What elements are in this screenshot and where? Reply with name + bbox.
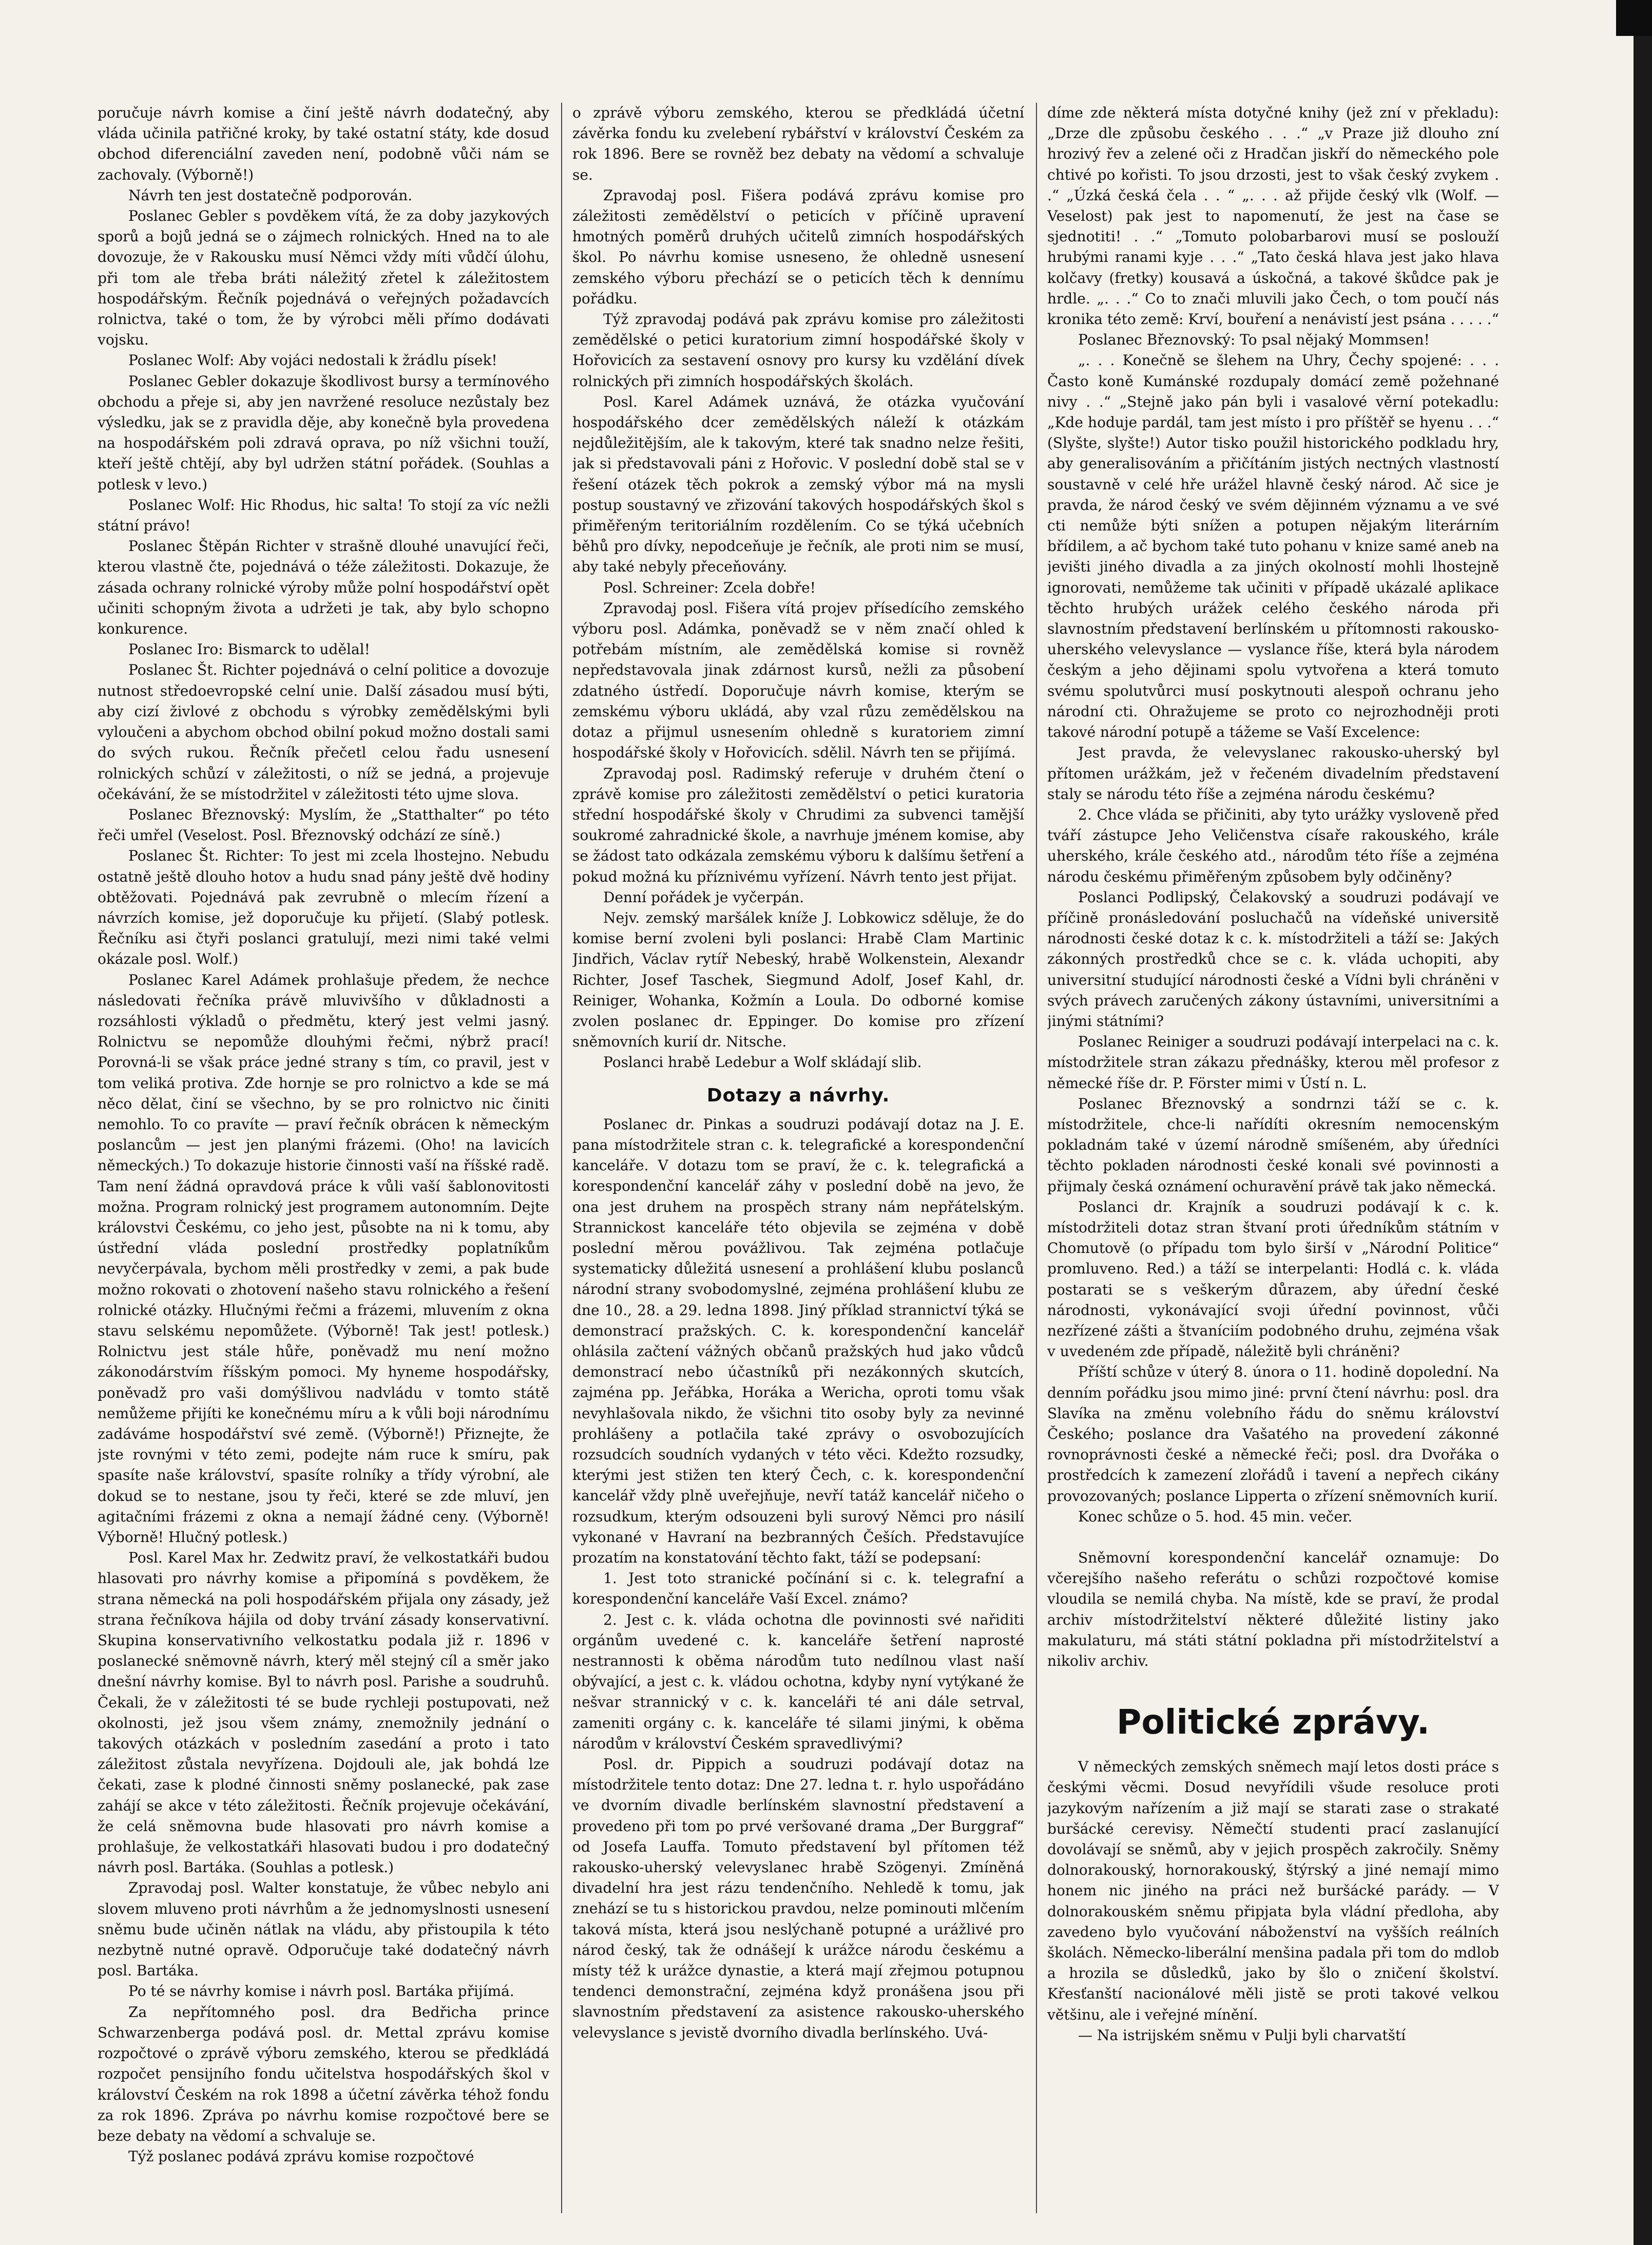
- paragraph: „. . . Konečně se šlehem na Uhry, Čechy spojené: . . . Často koně Kumánské rozdupaly domácí země požehnané nivy . .“ „Stejně jako pán byli i vasalové věrní potekadlu: „Kde hoduje pardál, tam jest místo i pro příštěř se hyenu . . .“ (Slyšte, slyšte!) Autor tisko použil historického podkladu hry, aby generalisováním a přičítáním jistých nectných vlastností soustavně v celé hře urážel hlavně český národ. Ač sice je pravda, že národ český ve svém dějinném významu a ve své cti nemůže býti snížen a potupen nějakým literárním břídilem, a ač bychom také tuto pohanu v knize samé aneb na jevišti jiného divadla a za jiných okolností mohli lhostejně ignorovati, nemůžeme tak učiniti v případě ukázalé aplikace těchto hrubých urážek celého českého národa při slavnostním představení berlínském u přítomnosti rakousko-uherského velevyslance — vyslance říše, která byla národem českým a jeho dějinami spolu vytvořena a která tomuto svému spolutvůrci musí poskytnouti alespoň ochranu jeho národní cti. Ohražujeme se proto co nejrozhodněji proti takové národní potupě a tážeme se Vaší Excelence:: [1047, 352, 1499, 741]
- paragraph: o zprávě výboru zemského, kterou se předkládá účetní závěrka fondu ku zvelebení rybářství v království Českém za rok 1896. Bere se rovněž bez debaty na vědomí a schvaluje se.: [572, 104, 1024, 183]
- paragraph: díme zde některá místa dotyčné knihy (jež zní v překladu): „Drze dle způsobu českého . . .“ „v Praze již dlouho zní hrozivý řev a zelené oči z Hradčan jiskří do německého pole chtivé po kořisti. To jsou drzosti, jest to však český zvykem . .“ „Úzká česká čela . . “ „. . . až přijde český vlk (Wolf. — Veselost) pak jest to napomenutí, že jest na čase se sjednotiti! . .“ „Tomuto polobarbarovi musí se poslouží hrubými ranami kyje . . .“ „Tato česká hlava jest jako hlava kolčavy (fretky) kousavá a úskočná, a takové škůdce pak je hrdle. „. . .“ Co to znači mluvili jako Čech, o tom poučí nás kronika této země: Krví, bouření a nenávistí jest psána . . . . .“: [1047, 104, 1499, 328]
- paragraph: Poslanec dr. Pinkas a soudruzi podávají dotaz na J. E. pana místodržitele stran c. k. telegrafické a korespondenční kanceláře. V dotazu tom se praví, že c. k. telegrafická a korespondenční kancelář záhy v poslední době na jevo, že ona jest druhem na prospěch strany nám nepřátelským. Strannickost kanceláře této objevila se zejména v době poslední měrou povážlivou. Tak zejména potlačuje systematicky důležitá usnesení a prohlášení klubu poslanců národní strany svobodomyslné, zejména prohlášení klubu ze dne 10., 28. a 29. ledna 1898. Jiný příklad strannictví týká se demonstrací pražských. C. k. korespondenční kancelář ohlásila začtení vážných občanů pražských hud jako vůdců demonstrací nebo účastníků při nezákonných skutcích, zajména pp. Jeřábka, Horáka a Wericha, oproti tomu však nevyhlašovala nikdo, že všichni tito osoby byly za nevinné prohlášeny a potlačila také zprávy o osvobozujících rozsudcích soudních vydaných v této věci. Kdežto rozsudky, kterými jest stižen ten který Čech, c. k. korespondenční kancelář vždy plně uveřejňuje, nevří tatáž kancelář ničeho o rozsudkum, kterým odsouzeni byli surový Němci pro násilí vykonané v Havraní na bezbranných Češích. Představujíce prozatím na konstatování těchto fakt, táží se podepsaní:: [572, 1115, 1024, 1567]
- paragraph: Poslanec Gebler s povděkem vítá, že za doby jazykových sporů a bojů jedná se o zájmech rolnických. Hned na to ale dovozuje, že v Rakousku musí Němci vždy míti vůdčí úlohu, při tom ale třeba bráti náležitý zřetel k záležitostem hospodářským. Řečník pojednává o veřejných požadavcích rolnictva, také o tom, že by výrobci měli přímo dodávati vojsku.: [98, 207, 549, 349]
- paragraph: Poslanec Karel Adámek prohlašuje předem, že nechce následovati řečníka právě mluvivšího v důkladnosti a rozsáhlosti výkladů o předmětu, který jest velmi jasný. Rolnictvu se nepomůže dlouhými řečmi, nýbrž prací! Porovná-li se však práce jedné strany s tím, co pravil, jest v tom veliká protiva. Zde hornje se pro rolnictvo a kde se má něco dělat, činí se všechno, by se pro rolnictvo nic činiti nemohlo. To co pravíte — praví řečník obrácen k německým poslancům — jest jen planými frázemi. (Oho! na lavicích německých.) To dokazuje historie činnosti vaší na říšské radě. Tam není žádná opravdová práce k vůli vaší šablonovitosti možna. Program rolnický jest programem autonomním. Dejte královstvi Českému, co jeho jest, působte na ni k tomu, aby ústřední vláda poslední prostředky poplatníkům nevyčerpávala, bychom měli prostředky v zemi, a pak bude možno rokovati o zhotovení našeho stavu rolnického a řešení rolnické otázky. Hlučnými řečmi a frázemi, mluvením z okna stavu selskému nepomůžete. (Výborně! Tak jest! potlesk.) Rolnictvu jest stále hůře, poněvadž mu není možno zákonodárstvím říšským pomoci. My hyneme hospodářsky, poněvadž pro vaši domýšlivou nadvládu v tomto státě nemůžeme přijíti ke konečnému míru a k vůli boji národnímu zadáváme hospodářství své země. (Výborně!) Přiznejte, že jste rovnými v této zemi, podejte nám ruce k smíru, pak spasíte naše království, spasíte rolníky a třídy výrobní, ale dokud se to nestane, jsou ty řeči, které se zde mluví, jen agitačními frázemi z okna a nemají žádné ceny. (Výborně! Výborně! Hlučný potlesk.): [98, 971, 549, 1546]
- paragraph: Poslanci Podlipský, Čelakovský a soudruzi podávají ve příčině pronásledování posluchačů na vídeňské universitě národnosti české dotaz k c. k. místodržiteli a táží se: Jakých zákonných prostředků chce se c. k. vláda uchopiti, aby universitní studující národnosti české a Vídni byli chráněni v svých právech zaručených zákony ústavními, universitními a jinými státními?: [1047, 888, 1499, 1030]
- paragraph: 2. Chce vláda se přičiniti, aby tyto urážky vysloveně před tváří zástupce Jeho Veličenstva císaře rakouského, krále uherského, krále českého atd., národům této říše a zejména národu českému přiměřeným způsobem byly odčiněny?: [1047, 806, 1499, 885]
- column-rule: [1036, 103, 1037, 2213]
- paragraph: Zpravodaj posl. Fišera vítá projev přísedícího zemského výboru posl. Adámka, poněvadž se v něm značí ohled k potřebám místním, ale zemědělská komise si rovněž nepředstavovala jinak zdárnost kursů, nežli za působení zdatného ústředí. Doporučuje návrh komise, kterým se zemskému výboru ukládá, aby vzal růzu zemědělskou na dotaz a přijmul usnesením ohledně s kuratoriem zimní hospodářské školy v Hořovicích. sdělil. Návrh ten se přijímá.: [572, 599, 1024, 762]
- paragraph: Poslanci dr. Krajník a soudruzi podávají k c. k. místodržiteli dotaz stran štvaní proti úředníkům státním v Chomutově (o případu tom bylo širší v „Národní Politice“ promluveno. Red.) a táží se interpelanti: Hodlá c. k. vláda postarati se s veškerým důrazem, aby úřední české národnosti, vykonávající svoji úřední povinnost, vůči nezřízené zášti a štvaníciím podobného druhu, zejména však v uvedeném zde případě, náležitě byli chráněni?: [1047, 1198, 1499, 1360]
- paragraph: Nejv. zemský maršálek kníže J. Lobkowicz sděluje, že do komise berní zvoleni byli poslanci: Hrabě Clam Martinic Jindřich, Václav rytíř Nebeský, hrabě Wolkenstein, Alexandr Richter, Josef Taschek, Siegmund Adolf, Josef Kahl, dr. Reiniger, Wohanka, Kožmín a Loula. Do odborné komise zvolen poslanec dr. Eppinger. Do komise pro zřízení sněmovních kurií dr. Nitsche.: [572, 909, 1024, 1051]
- paragraph: V německých zemských sněmech mají letos dosti práce s českými věcmi. Dosud nevyřídili všude resoluce proti jazykovým nařízením a již mají se starati zase o strakaté buršácké cerevisy. Němečtí studenti prací zaslanující dovolávají se sněmů, aby v jejich prospěch zakročily. Sněmy dolnorakouský, hornorakouský, štýrský a jiné nemají mimo honem nic jiného na práci než buršácké parády. — V dolnorakouském sněmu připjata byla vládní předloha, aby zavedeno bylo vyučování náboženství na vyšších reálních školách. Německo-liberální menšina padala při tom do mdlob a hrozila se důsledků, jako by šlo o zničení školství. Křesťanští nacionálové měli jistě se proti takové velkou většinu, ale i veřejné mínění.: [1047, 1758, 1499, 2023]
- paragraph: Poslanec Březnovský a sondrnzi táží se c. k. místodržitele, chce-li nařídíti okresním nemocenským pokladnám také v území národně smíšeném, aby úředníci těchto pokladen národnosti české konali své povinnosti a přijmaly česká oznámení ochuravění právě tak jako německá.: [1047, 1095, 1499, 1195]
- paragraph: Konec schůze o 5. hod. 45 min. večer.: [1078, 1508, 1353, 1525]
- paragraph: Po té se návrhy komise i návrh posl. Bartáka přijímá.: [128, 1983, 514, 2000]
- paragraph: Týž poslanec podává zprávu komise rozpočtové: [128, 2148, 474, 2165]
- paragraph: Zpravodaj posl. Radimský referuje v druhém čtení o zprávě komise pro záležitosti zemědělství o petici kuratoria střední hospodářské školy v Chrudimi za subvenci tamější soukromé zahradnické škole, a navrhuje jménem komise, aby se žádost tato odkázala zemskému výboru k dalšímu šetření a pokud možná ku příznivému vyřízení. Návrh tento jest přijat.: [572, 765, 1024, 885]
- paragraph: Poslanec Březnovský: Myslím, že „Statthalter“ po této řeči umřel (Veselost. Posl. Březnovský odchází ze síně.): [98, 806, 549, 844]
- scan-corner: [1616, 0, 1652, 36]
- paragraph: Posl. Karel Adámek uznává, že otázka vyučování hospodářského dcer zemědělských náleží k otázkám nejdůležitějším, ale k takovým, které tak snadno nelze řešiti, jak si představovali páni z Hořovic. V poslední době stal se v řešení otázek těch pokrok a zemský výbor má na mysli postup soustavný ve zřizování takových hospodářských škol s přiměřeným teritoriálním rozdělením. Co se týká učebních běhů pro dívky, nepodceňuje je řečník, ale proti nim se musí, aby také nebyly přeceňovány.: [572, 393, 1024, 576]
- paragraph: Poslanec Gebler dokazuje škodlivost bursy a termínového obchodu a přeje si, aby jen navržené resoluce nezůstaly bez výsledku, jak se z pravidla děje, aby konečně byla provedena na hospodářském poli zdravá oprava, po níž všichni touží, kteří ještě chtějí, aby byl udržen státní pořádek. (Souhlas a potlesk v levo.): [98, 372, 549, 493]
- paragraph: Za nepřítomného posl. dra Bedřicha prince Schwarzenberga podává posl. dr. Mettal zprávu komise rozpočtové o zprávě výboru zemského, kterou se předkládá rozpočet pensijního fondu učitelstva hospodářských škol v království Českém na rok 1898 a účetní závěrka téhož fondu za rok 1896. Zpráva po návrhu komise rozpočtové bere se beze debaty na vědomí a schvaluje se.: [98, 2003, 549, 2144]
- column-1: [98, 103, 549, 2213]
- column-2: [572, 103, 1024, 2213]
- column-rule: [561, 103, 562, 2213]
- paragraph: Příští schůze v úterý 8. února o 11. hodině dopolední. Na denním pořádku jsou mimo jiné: první čtení návrhu: posl. dra Slavíka na změnu volebního řádu do sněmu království Českého; poslance dra Vašatého na provedení zákonné rovnoprávnosti české a německé řeči; posl. dra Dvořáka o prostředcích k zamezení zlořádů i tavení a nepřech cikány provozovaných; poslance Lipperta o zřízení sněmovních kurií.: [1047, 1363, 1499, 1505]
- paragraph: Návrh ten jest dostatečně podporován.: [128, 186, 413, 204]
- paragraph: Poslanec Iro: Bismarck to udělal!: [128, 641, 370, 658]
- paragraph: Denní pořádek je vyčerpán.: [603, 888, 804, 906]
- paragraph: Jest pravda, že velevyslanec rakousko-uherský byl přítomen urážkám, jež v řečeném divadelním představení staly se národu této říše a zejména národu českému?: [1047, 744, 1499, 803]
- paragraph: Posl. dr. Pippich a soudruzi podávají dotaz na místodržitele tento dotaz: Dne 27. ledna t. r. hylo uspořádáno ve dvorním divadle berlínském slavnostní představení a provedeno při tom po prvé veršované drama „Der Burggraf“ od Josefa Lauffa. Tomuto představení byl přítomen též rakousko-uherský velevyslanec hrabě Szögenyi. Zmíněná divadelní hra jest rázu tendenčního. Nehledě k tomu, jak znehází se tu s historickou pravdou, nelze pominouti mlčením taková místa, která jsou neslýchaně potupné a urážlivé pro národ český, tak že odnášejí k urážce národu českému a místy též k urážce dynastie, a která mají zřejmou potupnou tendenci demonstrační, zejména když pronášena jsou při slavnostním představení za asistence rakousko-uherského velevyslance s jevistě dvorního divadla berlínského. Uvá-: [572, 1756, 1024, 2041]
- paragraph: Poslanec Reiniger a soudruzi podávají interpelaci na c. k. místodržitele stran zákazu přednášky, kterou měl profesor z německé říše dr. P. Förster mimi v Ústí n. L.: [1047, 1033, 1499, 1092]
- paragraph: poručuje návrh komise a činí ještě návrh dodatečný, aby vláda učinila patřičné kroky, by také ostatní státy, kde dosud obchod diferenciální zaveden není, podobně vůči nám se zachovaly. (Výborně!): [98, 104, 549, 183]
- paragraph: Poslanec Št. Richter pojednává o celní politice a dovozuje nutnost středoevropské celní unie. Další zásadou musí býti, aby cizí živlové z obchodu s výrobky zemědělskými byli vyloučeni a abychom obchod obilní pokud možno dostali sami do svých rukou. Řečník přečetl celou řadu usnesení rolnických schůzí v záležitosti, o níž se jedná, a projevuje očekávání, že se místodržitel v záležitosti této ujme slova.: [98, 661, 549, 803]
- paragraph: Poslanec Wolf: Aby vojáci nedostali k žrádlu písek!: [128, 352, 497, 369]
- newspaper-page: [98, 103, 1499, 2213]
- paragraph: 2. Jest c. k. vláda ochotna dle povinnosti své nařiditi orgánům uvedené c. k. kanceláře šetření naprosté nestrannosti k oběma národům tuto nedílnou vlast naší obývající, a jest c. k. vládou ochotna, kdyby nyní vytýkané že nešvar strannický v c. k. kanceláři té ani dále setrval, zameniti orgány c. k. kanceláře té silami jinými, k oběma národům v království Českém spravedlivými?: [572, 1611, 1024, 1752]
- spacer: [1047, 1527, 1499, 1548]
- paragraph: Poslanec Št. Richter: To jest mi zcela lhostejno. Nebudu ostatně ještě dlouho hotov a hudu snad pány ještě dvě hodiny obtěžovati. Pojednává pak zevrubně o mlecím řízení a návrzích komise, jež doporučuje ku přijetí. (Slabý potlesk. Řečníku asi čtyři poslanci gratulují, mezi nimi také velmi okázale posl. Wolf.): [98, 847, 549, 968]
- paragraph: Zpravodaj posl. Fišera podává zprávu komise pro záležitosti zemědělství o peticích v příčině upravení hmotných poměrů druhých učitelů zimních hospodářských škol. Po návrhu komise usneseno, že ohledně usnesení zemského výboru přechází se o peticích těch k dennímu pořádku.: [572, 186, 1024, 307]
- paragraph: Poslanec Wolf: Hic Rhodus, hic salta! To stojí za víc nežli státní právo!: [98, 496, 549, 535]
- paragraph: — Na istrijském sněmu v Pulji byli charvatští: [1078, 2026, 1406, 2044]
- column-3: [1047, 103, 1499, 2213]
- paragraph: 1. Jest toto stranické počínání si c. k. telegrafní a korespondenční kanceláře Vaší Excel. známo?: [572, 1570, 1024, 1608]
- paragraph: Poslanec Štěpán Richter v strašně dlouhé unavující řeči, kterou vlastně čte, pojednává o téže záležitosti. Dokazuje, že zásada ochrany rolnické výroby může polní hospodářství opět učiniti schopným života a udržeti je tak, aby bylo schopno konkurence.: [98, 538, 549, 638]
- paragraph: Týž zpravodaj podává pak zprávu komise pro záležitosti zemědělské o petici kuratorium zimní hospodářské školy v Hořovicích za sestavení osnovy pro kursy ku vzdělání dívek rolnických při zimních hospodářských školách.: [572, 311, 1024, 390]
- paragraph: Poslanci hrabě Ledebur a Wolf skládají slib.: [603, 1054, 922, 1071]
- paragraph: Poslanec Březnovský: To psal nějaký Mommsen!: [1078, 331, 1430, 349]
- paragraph: Posl. Schreiner: Zcela dobře!: [603, 579, 816, 596]
- scan-edge-right: [1634, 0, 1652, 2245]
- paragraph: Zpravodaj posl. Walter konstatuje, že vůbec nebylo ani slovem mluveno proti návrhům a že jednomyslnosti usnesení sněmu bude učiněn nátlak na vládu, aby přistoupila k této nezbytně nutné opravě. Odporučuje také dodatečný návrh posl. Bartáka.: [98, 1879, 549, 1980]
- section-heading-dotazy: Dotazy a návrhy.: [706, 1085, 890, 1106]
- paragraph: Sněmovní korespondenční kancelář oznamuje: Do včerejšího našeho referátu o schůzi rozpočtové komise vloudila se nemilá chyba. Na místě, kde se praví, že prodal archiv místodržitelství některé důležité listiny jako makulaturu, má státi státní pokladna při místodržitelství a nikoliv archiv.: [1047, 1549, 1499, 1670]
- paragraph: Posl. Karel Max hr. Zedwitz praví, že velkostatkáři budou hlasovati pro návrhy komise a připomíná s povděkem, že strana německá na poli hospodářském přijala ony zásady, jež strana řečníkova hájila od doby trvání zásady konservativní. Skupina konservativního velkostatku podala již r. 1896 v poslanecké sněmovně návrh, který měl stejný cíl a směr jako dnešní návrhy komise. Byl to návrh posl. Parishe a soudruhů. Čekali, že v záležitosti té se bude rychleji postupovati, než okolnosti, jež jsou všem známy, znemožnily jednání o takových otázkách v posledním zasedání a proto i tato záležitost zůstala nevyřízena. Dojdouli ale, jak bohdá lze čekati, zase k plodné činnosti sněmy poslanecké, pak zase zahájí se akce v této záležitosti. Řečník projevuje očekávání, že celá sněmovna bude hlasovati pro návrh komise a prohlašuje, že velkostatkáři hlasovati budou i pro dodatečný návrh posl. Bartáka. (Souhlas a potlesk.): [98, 1549, 549, 1876]
- section-heading-politicke: Politické zprávy.: [1117, 1702, 1430, 1742]
